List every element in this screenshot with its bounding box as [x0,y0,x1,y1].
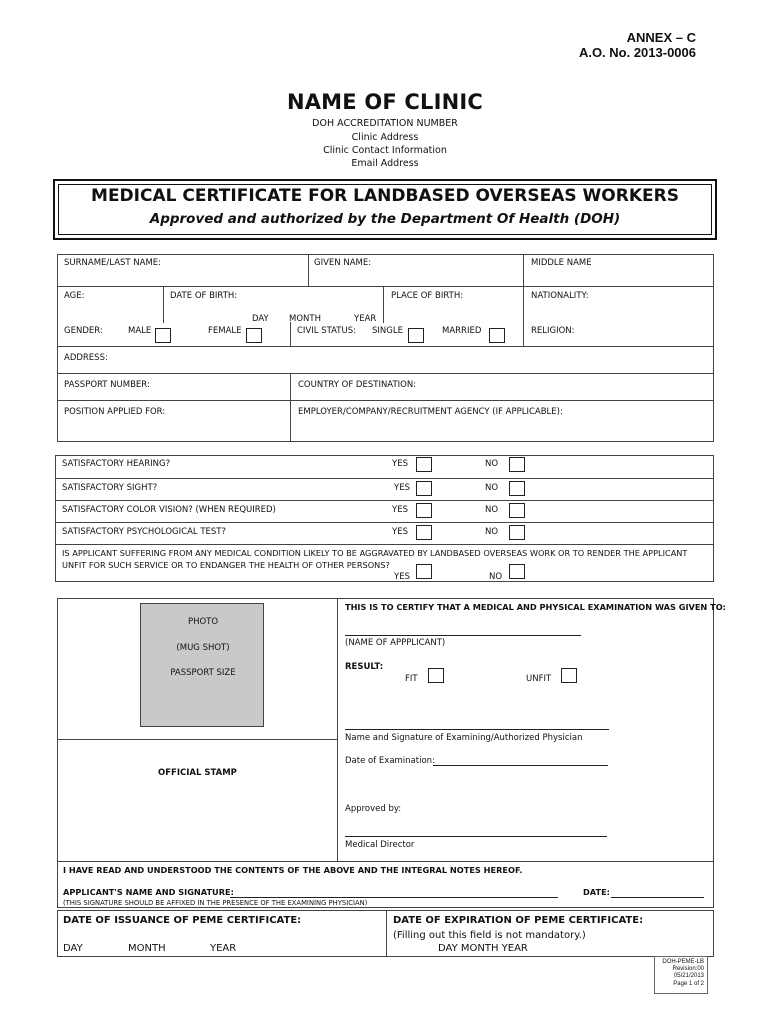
color-vision-no-label: NO [485,505,499,515]
sight-question: SATISFACTORY SIGHT? [62,483,158,493]
read-statement: I HAVE READ AND UNDERSTOOD THE CONTENTS OF THE ABOVE AND THE INTEGRAL NOTES HEREOF. [63,865,523,875]
issuance-year-label: YEAR [210,943,237,954]
signature-date-line[interactable] [611,897,704,898]
employer-label: EMPLOYER/COMPANY/RECRUITMENT AGENCY (IF APPLICABLE): [298,407,563,417]
married-label: MARRIED [442,326,482,336]
photo-placeholder[interactable] [140,603,264,727]
result-label: RESULT: [345,662,384,672]
given-name-label: GIVEN NAME: [314,258,372,268]
unfit-checkbox[interactable] [561,668,577,683]
issuance-month-label: MONTH [128,943,166,954]
certificate-subtitle: Approved and authorized by the Department Of Health (DOH) [149,211,621,227]
annex-header [579,30,696,60]
approved-by-label: Approved by: [345,804,402,814]
document-revision: Revision:00 [672,966,704,973]
civil-status-label: CIVIL STATUS: [297,326,356,336]
condition-question-line1: IS APPLICANT SUFFERING FROM ANY MEDICAL CONDITION LIKELY TO BE AGGRAVATED BY LANDBASED OVERSEAS WORK OR TO RENDER THE APPLICANT [62,548,688,558]
document-id-box [654,956,708,994]
date-of-exam-line[interactable] [433,765,608,766]
single-label: SINGLE [372,326,403,336]
middle-name-label: MIDDLE NAME [531,258,592,268]
expiration-note: (Filling out this field is not mandatory.) [393,930,586,941]
color-vision-no-checkbox[interactable] [509,503,525,518]
psych-no-label: NO [485,527,499,537]
unfit-label: UNFIT [526,674,552,684]
hearing-yes-label: YES [392,459,408,469]
passport-label: PASSPORT NUMBER: [64,380,150,390]
physician-signature-line[interactable] [345,729,609,730]
hearing-yes-checkbox[interactable] [416,457,432,472]
psych-no-checkbox[interactable] [509,525,525,540]
surname-label: SURNAME/LAST NAME: [64,258,162,268]
psych-yes-label: YES [392,527,408,537]
gender-label: GENDER: [64,326,103,336]
issuance-day-label: DAY [63,943,83,954]
condition-yes-checkbox[interactable] [416,564,432,579]
hearing-no-label: NO [485,459,499,469]
clinic-address: Clinic Address [351,132,419,143]
clinic-contact: Clinic Contact Information [323,145,447,156]
psych-question: SATISFACTORY PSYCHOLOGICAL TEST? [62,527,226,537]
medical-director-label: Medical Director [345,840,415,850]
physician-label: Name and Signature of Examining/Authorized Physician [345,733,583,743]
accreditation-number: DOH ACCREDITATION NUMBER [312,118,458,129]
destination-label: COUNTRY OF DESTINATION: [298,380,417,390]
official-stamp-label: OFFICIAL STAMP [158,768,237,778]
male-checkbox[interactable] [155,328,171,343]
applicant-signature-line[interactable] [230,897,558,898]
dob-label: DATE OF BIRTH: [170,291,238,301]
male-label: MALE [128,326,152,336]
sight-no-label: NO [485,483,499,493]
condition-no-checkbox[interactable] [509,564,525,579]
medical-director-signature-line[interactable] [345,836,607,837]
applicant-signature-label: APPLICANT'S NAME AND SIGNATURE: [63,887,234,897]
position-label: POSITION APPLIED FOR: [64,407,166,417]
married-checkbox[interactable] [489,328,505,343]
annex-label: ANNEX – C [626,30,696,45]
mug-shot-label: (MUG SHOT) [176,643,230,653]
name-of-applicant-label: (NAME OF APPPLICANT) [345,638,446,648]
single-checkbox[interactable] [408,328,424,343]
sight-yes-checkbox[interactable] [416,481,432,496]
applicant-name-line[interactable] [345,635,581,636]
female-checkbox[interactable] [246,328,262,343]
date-of-exam-label: Date of Examination: [345,756,435,766]
dob-month-label: MONTH [289,314,321,324]
condition-question-line2: UNFIT FOR SUCH SERVICE OR TO ENDANGER THE HEALTH OF OTHER PERSONS? [62,560,390,570]
signature-date-label: DATE: [583,887,610,897]
clinic-email: Email Address [351,158,419,169]
document-page: Page 1 of 2 [673,980,704,987]
fit-checkbox[interactable] [428,668,444,683]
color-vision-yes-label: YES [392,505,408,515]
fit-label: FIT [405,674,418,684]
hearing-question: SATISFACTORY HEARING? [62,459,171,469]
expiration-day-month-year: DAY MONTH YEAR [438,943,528,954]
passport-size-label: PASSPORT SIZE [170,668,236,678]
age-label: AGE: [64,291,85,301]
photo-label: PHOTO [187,617,219,627]
sight-yes-label: YES [394,483,410,493]
hearing-no-checkbox[interactable] [509,457,525,472]
document-code: DOH-PEME-LB [662,959,704,965]
color-vision-yes-checkbox[interactable] [416,503,432,518]
expiration-date-label: DATE OF EXPIRATION OF PEME CERTIFICATE: [393,915,644,926]
condition-yes-label: YES [394,572,410,582]
signature-note: (THIS SIGNATURE SHOULD BE AFFIXED IN THE PRESENCE OF THE EXAMINING PHYSICIAN) [63,899,368,907]
certificate-title: MEDICAL CERTIFICATE FOR LANDBASED OVERSEAS WORKERS [91,186,679,206]
document-date: 05/21/2013 [673,973,704,980]
color-vision-question: SATISFACTORY COLOR VISION? (WHEN REQUIRED) [62,505,276,515]
psych-yes-checkbox[interactable] [416,525,432,540]
address-label: ADDRESS: [64,353,108,363]
dob-year-label: YEAR [354,314,377,324]
sight-no-checkbox[interactable] [509,481,525,496]
place-of-birth-label: PLACE OF BIRTH: [391,291,464,301]
certify-statement: THIS IS TO CERTIFY THAT A MEDICAL AND PHYSICAL EXAMINATION WAS GIVEN TO: [345,602,726,612]
clinic-name: NAME OF CLINIC [286,90,484,114]
nationality-label: NATIONALITY: [531,291,589,301]
issuance-date-label: DATE OF ISSUANCE OF PEME CERTIFICATE: [63,915,302,926]
female-label: FEMALE [208,326,242,336]
condition-no-label: NO [489,572,503,582]
dob-day-label: DAY [252,314,269,324]
ao-number: A.O. No. 2013-0006 [578,45,696,60]
religion-label: RELIGION: [531,326,575,336]
